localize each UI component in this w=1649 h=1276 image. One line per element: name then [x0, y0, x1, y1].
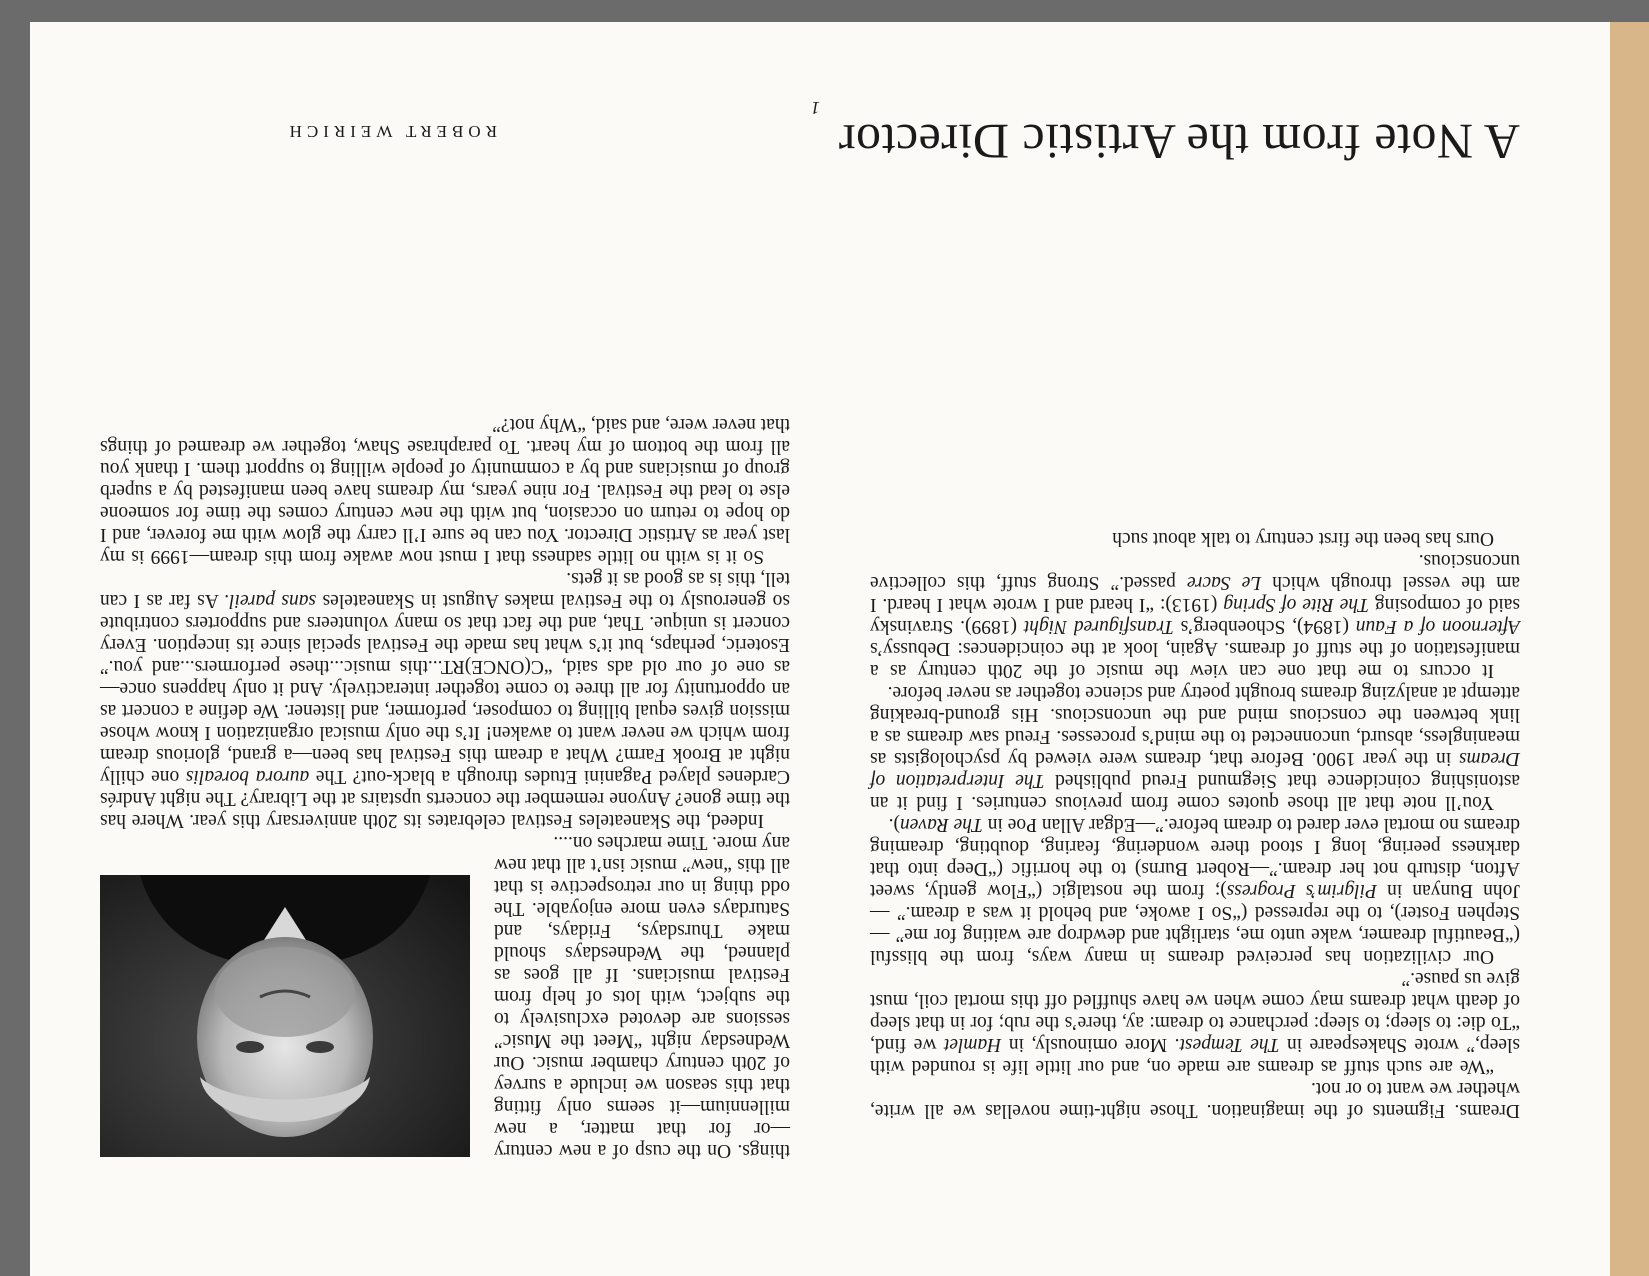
italic-text-run: Le Sacre — [1186, 572, 1262, 593]
text-run: ). — [888, 814, 900, 835]
page-number: 1 — [811, 98, 820, 118]
italic-text-run: Transfigured Night — [1023, 616, 1174, 637]
page-title: A Note from the Artistic Director — [838, 114, 1520, 170]
italic-text-run: Pilgrim’s Progress — [1226, 880, 1377, 901]
text-run: Dreams. Figments of the imagination. Those night-time novellas we all write, whether we want to or not. — [870, 1078, 1520, 1121]
text-run: things. On the cusp of a new century—or for that matter, a new millennium—it seems only fitting that this season we include a survey of 20th century chamber music. Our Wednesday night “Meet the Music” sessions are devoted exclusively to the subject, with lots of help from Festival musicians. If all goes as planned, the Wednesdays should make Thursdays, Fridays, and Saturdays even more enjoyable. The odd thing in our retrospective is that all this “new” music isn’t all that new any more. Time marches on.... — [494, 832, 790, 1161]
text-run: in the year 1900. Before that, dreams were viewed by psychologists as meaningless, absurd, unconnected to the mind’s processes. Freud saw dreams as a link between the conscious mind and the unconscious. His ground-breaking attempt at analyzing dreams brought poetry and science together as never before. — [870, 682, 1520, 769]
italic-text-run: Hamlet — [943, 1034, 1002, 1055]
text-run: (1913): “I heard and I wrote what I heard. I am the vessel through which — [869, 572, 1520, 615]
text-run: passed.” Strong stuff, this collective unconscious. — [870, 550, 1520, 593]
body-paragraph — [870, 967, 1520, 1077]
text-run: Our civilization has perceived dreams in many ways, from the blissful (“Beautiful dreamer, wake unto me, starlight and dewdrop are waiting for me” —Stephen Foster), to the repressed (“So I awoke, and behold it was a dream.” —John Bunyan in — [870, 880, 1520, 967]
page-content — [30, 22, 1610, 1276]
italic-text-run: aurora borealis — [185, 766, 310, 787]
text-run: ); from the nostalgic (“Flow gently, sweet Afton, disturb not her dream.”—Robert Burns) to the horrific (“Deep into that darkness peering, long I stood there wondering, fearing, doubting, dreaming dreams no mortal ever dared to dream before.”—Edgar Allan Poe in — [870, 814, 1520, 901]
body-paragraph — [870, 549, 1520, 681]
text-run: . As far as I can tell, this is as good as it gets. — [100, 568, 790, 611]
italic-text-run: sans pareil — [229, 590, 317, 611]
body-paragraph — [100, 567, 790, 831]
body-paragraph — [100, 413, 790, 567]
text-run: Indeed, the Skaneateles Festival celebrates its 20th anniversary this year. Where has the time gone? Anyone remember the concerts upstairs at the Library? The night Andrés Cardenes played Paganini Etudes through a black-out? The — [100, 766, 790, 831]
italic-text-run: The Raven — [900, 814, 983, 835]
left-column — [870, 527, 1520, 1121]
text-run: “We are such stuff as dreams are made on, and our little life is rounded with sleep,” wrote Shakespeare in — [870, 1034, 1520, 1077]
body-paragraph — [870, 813, 1520, 967]
document-page — [30, 22, 1610, 1276]
text-run: (1894), Schoenberg’s — [1173, 616, 1356, 637]
text-run: It occurs to me that one can view the music of the 20th century as a manifestation of the stuff of dreams. Again, look at the coincidences: Debussy’s — [870, 638, 1520, 681]
text-run: we find, “To die: to sleep; to sleep: perchance to dream: ay, there’s the rub; for in that sleep of death what dreams may come when we have shuffled off this mortal coil, must give us pause.” — [870, 968, 1520, 1055]
text-run: Ours has been the first century to talk about such — [1112, 528, 1494, 549]
body-paragraph — [870, 1077, 1520, 1121]
author-portrait-photo — [100, 875, 470, 1157]
body-paragraph — [870, 681, 1520, 813]
body-paragraph — [870, 527, 1520, 549]
italic-text-run: The Tempest — [1179, 1034, 1280, 1055]
text-run: (1899). Stravinsky said of composing — [870, 594, 1520, 637]
italic-text-run: Afternoon of a Faun — [1355, 616, 1520, 637]
author-byline: ROBERT WEIRICH — [284, 122, 497, 141]
text-run: one chilly night at Brook Farm? What a dream this Festival has been—a grand, glorious dream from which we never want to awaken! It’s the only musical organization I know whose mission gives equal billing to composer, performer, and listener. We define a concert as an opportunity for all three to come together interactively. And it only happens once—as one of our old ads said, “C(ONCE)RT...this music...these performers...and you.” Esoteric, perhaps, but it’s what has made the Festival special since its inception. Every concert is unique. That, and the fact that so many volunteers and supporters contribute so generously to the Festival makes August in Skaneateles — [100, 590, 790, 787]
text-run: . More ominously, in — [1001, 1034, 1180, 1055]
right-column — [100, 413, 790, 1161]
italic-text-run: The Rite of Spring — [1223, 594, 1369, 615]
text-run: So it is with no little sadness that I must now awake from this dream—1999 is my last year as Artistic Director. You can be sure I’ll carry the glow with me forever, and I do hope to return on occasion, but with the new century comes the time for someone else to lead the Festival. For nine years, my dreams have been manifested by a superb group of musicians and by a community of people willing to support them. I thank you all from the bottom of my heart. To paraphrase Shaw, together we dreamed of things that never were, and said, “Why not?” — [100, 414, 790, 567]
italic-text-run: The Interpretation of Dreams — [870, 748, 1520, 791]
text-run: You’ll note that all those quotes come from previous centuries. I find it an astonishing coincidence that Siegmund Freud published — [870, 770, 1520, 813]
book-edge — [1609, 22, 1649, 1276]
